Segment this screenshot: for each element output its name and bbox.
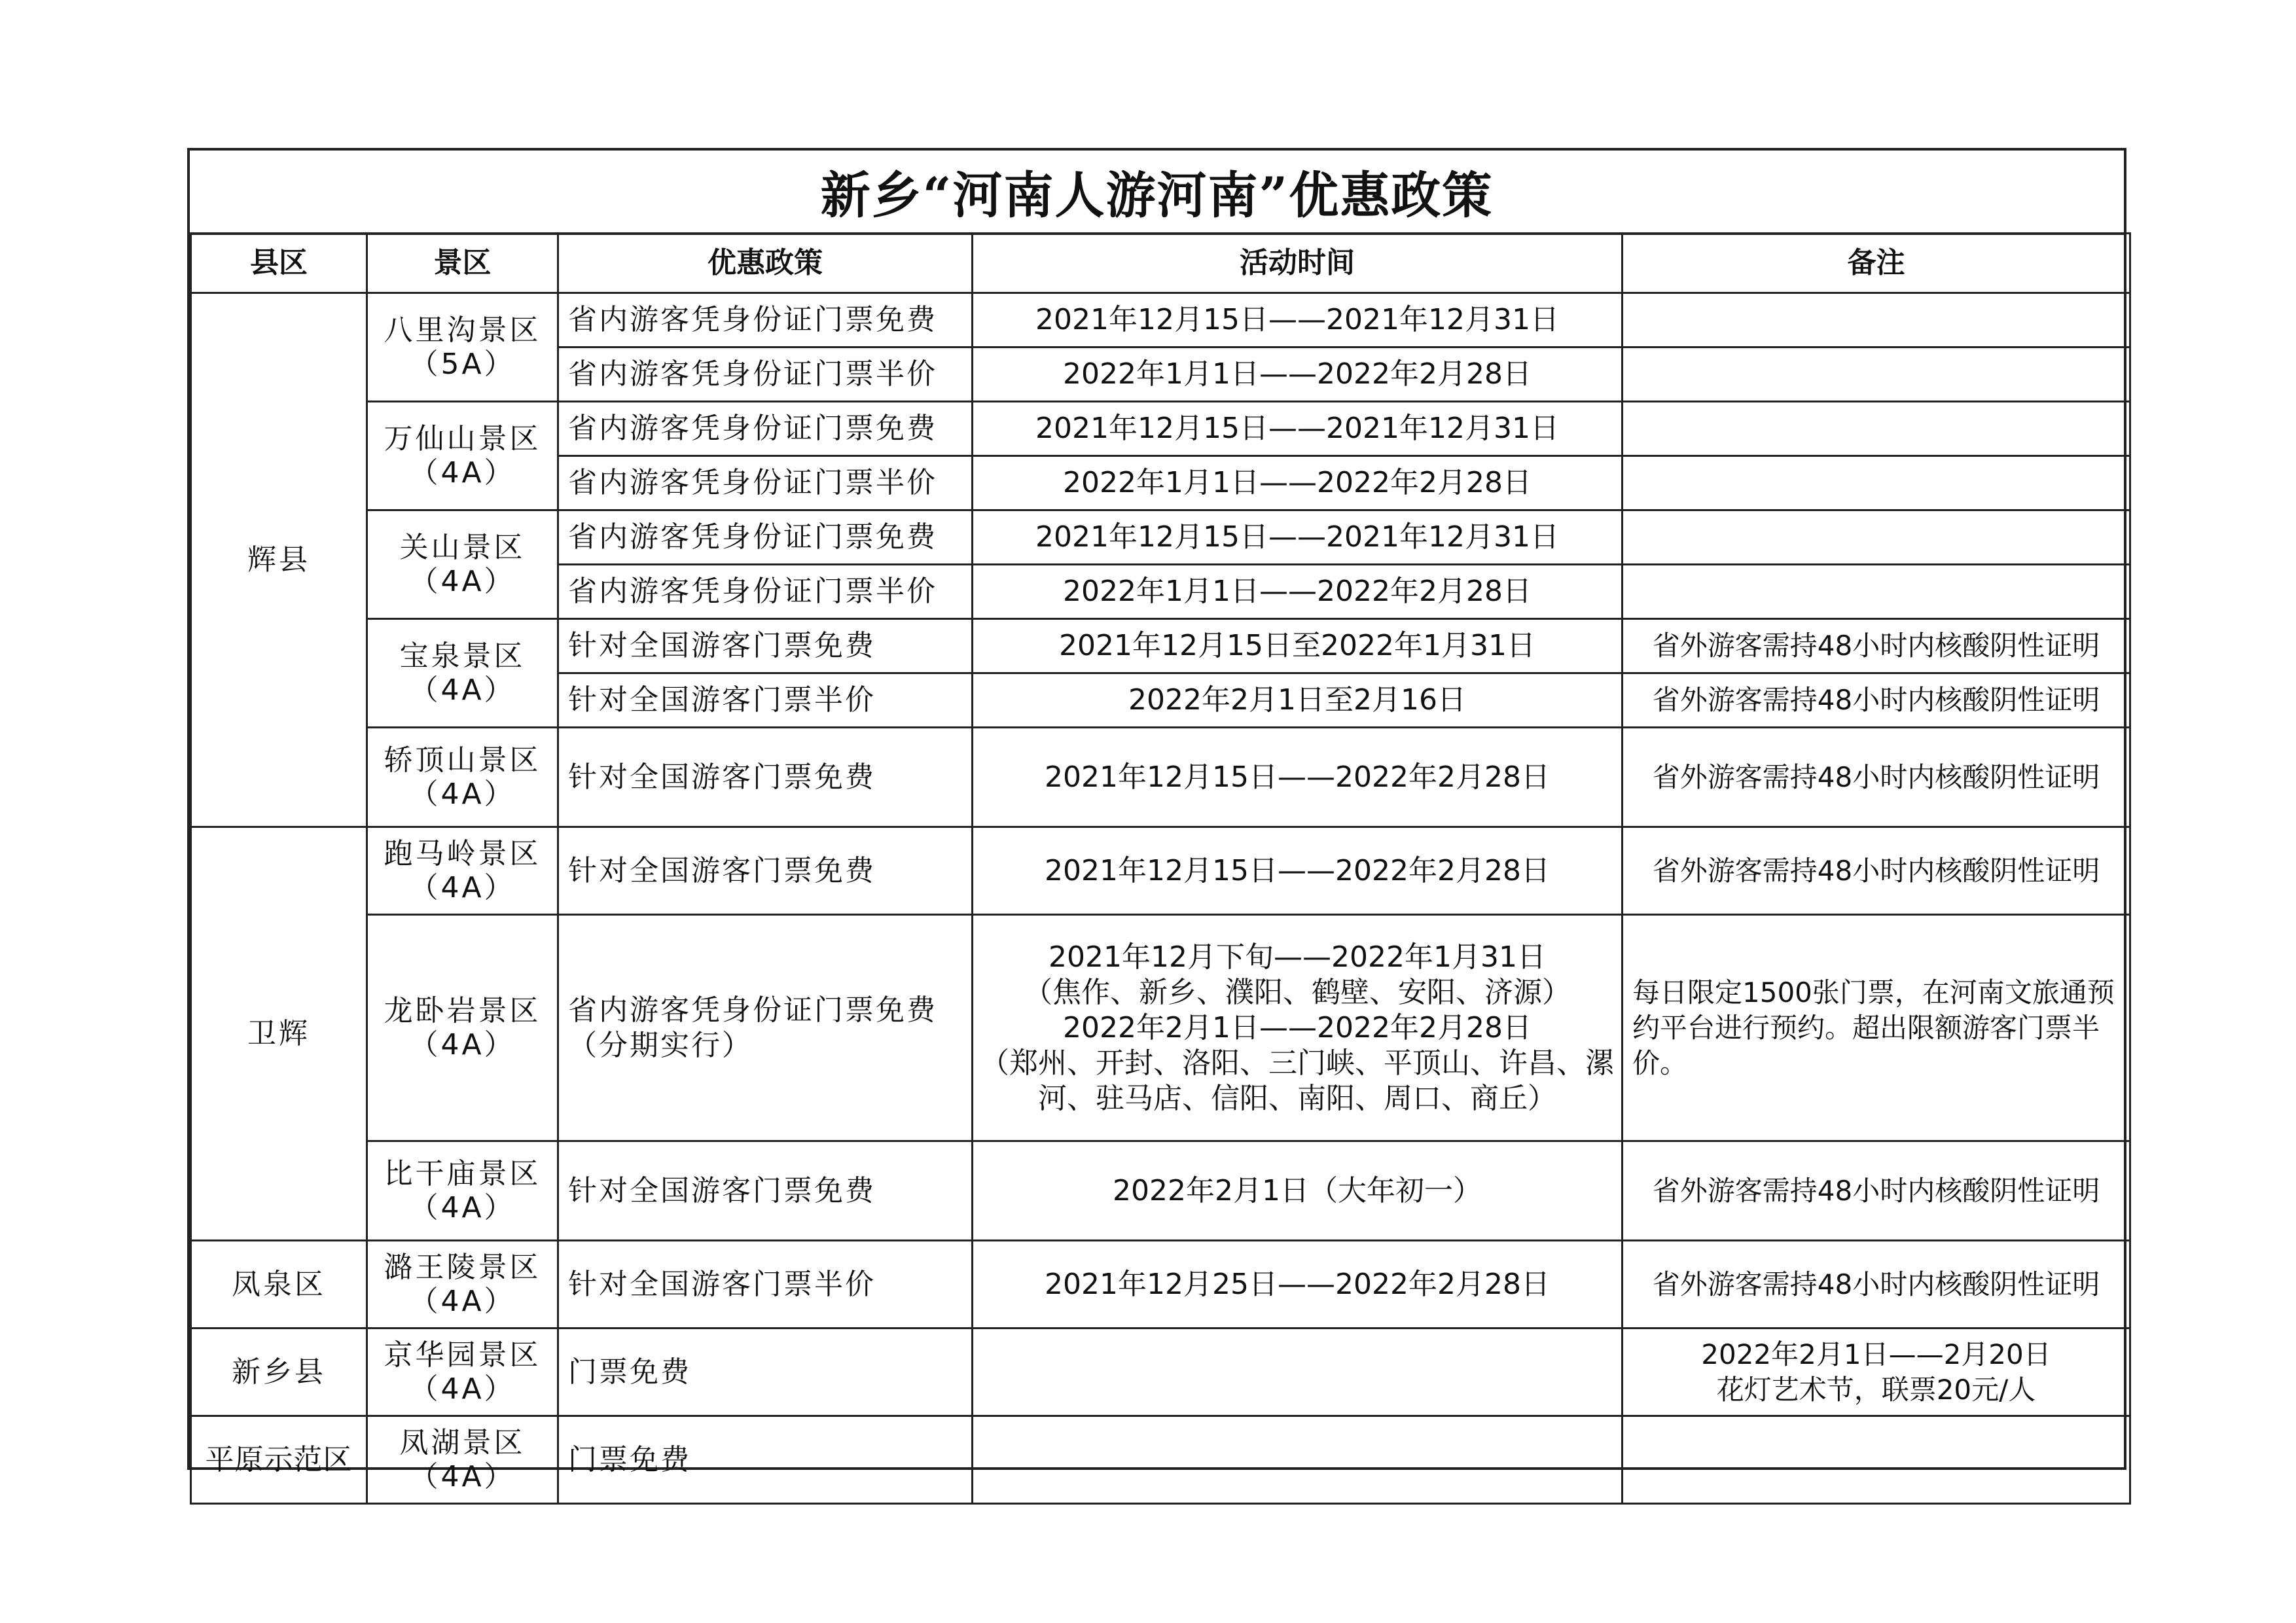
spot-level: （4A） bbox=[409, 1190, 516, 1224]
policy-cell: 针对全国游客门票半价 bbox=[558, 1241, 973, 1329]
table-row bbox=[191, 728, 2130, 827]
policy-cell: 针对全国游客门票免费 bbox=[558, 827, 973, 915]
table-row bbox=[191, 1416, 2130, 1504]
remark-cell: 省外游客需持48小时内核酸阴性证明 bbox=[1623, 1141, 2130, 1241]
header-time: 活动时间 bbox=[973, 234, 1623, 293]
policy-cell bbox=[558, 915, 973, 1141]
policy-line: 省内游客凭身份证门票免费 bbox=[568, 993, 937, 1027]
table-row bbox=[191, 293, 2130, 348]
time-cell: 2021年12月15日——2021年12月31日 bbox=[973, 510, 1623, 565]
county-cell: 平原示范区 bbox=[191, 1416, 367, 1504]
time-cell: 2021年12月15日——2022年2月28日 bbox=[973, 728, 1623, 827]
header-policy: 优惠政策 bbox=[558, 234, 973, 293]
time-cell bbox=[973, 915, 1623, 1141]
spot-cell bbox=[367, 1329, 558, 1416]
spot-cell bbox=[367, 1141, 558, 1241]
policy-cell: 省内游客凭身份证门票免费 bbox=[558, 293, 973, 348]
header-row bbox=[191, 234, 2130, 293]
time-cell: 2022年2月1日（大年初一） bbox=[973, 1141, 1623, 1241]
policy-line: （分期实行） bbox=[568, 1028, 753, 1062]
time-cell: 2021年12月15日——2021年12月31日 bbox=[973, 293, 1623, 348]
spot-level: （4A） bbox=[409, 564, 516, 598]
remark-line: 2022年2月1日——2月20日 bbox=[1701, 1338, 2051, 1370]
policy-cell: 省内游客凭身份证门票半价 bbox=[558, 456, 973, 510]
time-cell: 2022年1月1日——2022年2月28日 bbox=[973, 565, 1623, 619]
header-spot: 景区 bbox=[367, 234, 558, 293]
remark-cell bbox=[1623, 293, 2130, 348]
spot-name: 龙卧岩景区 bbox=[384, 993, 541, 1027]
policy-cell: 针对全国游客门票免费 bbox=[558, 1141, 973, 1241]
remark-cell bbox=[1623, 1329, 2130, 1416]
spot-level: （4A） bbox=[409, 870, 516, 904]
spot-name: 跑马岭景区 bbox=[384, 836, 541, 870]
spot-name: 八里沟景区 bbox=[384, 313, 541, 347]
remark-cell bbox=[1623, 456, 2130, 510]
table-row bbox=[191, 915, 2130, 1141]
spot-cell bbox=[367, 827, 558, 915]
county-cell: 卫辉 bbox=[191, 827, 367, 1241]
time-line: （焦作、新乡、濮阳、鹤壁、安阳、济源） bbox=[1024, 975, 1571, 1009]
time-line: 2021年12月下旬——2022年1月31日 bbox=[1049, 940, 1546, 974]
spot-level: （5A） bbox=[409, 347, 516, 381]
spot-cell bbox=[367, 728, 558, 827]
remark-cell bbox=[1623, 510, 2130, 565]
spot-level: （4A） bbox=[409, 1027, 516, 1061]
title-row bbox=[190, 151, 2124, 235]
policy-cell: 省内游客凭身份证门票半价 bbox=[558, 565, 973, 619]
policy-cell: 省内游客凭身份证门票免费 bbox=[558, 510, 973, 565]
spot-name: 轿顶山景区 bbox=[384, 743, 541, 777]
table-row bbox=[191, 402, 2130, 456]
policy-cell: 针对全国游客门票免费 bbox=[558, 619, 973, 673]
table-row bbox=[191, 619, 2130, 673]
header-remark: 备注 bbox=[1623, 234, 2130, 293]
policy-table bbox=[190, 232, 2131, 1505]
policy-table-frame bbox=[187, 148, 2126, 1493]
time-cell: 2022年1月1日——2022年2月28日 bbox=[973, 456, 1623, 510]
spot-name: 潞王陵景区 bbox=[384, 1250, 541, 1284]
time-cell: 2021年12月15日——2022年2月28日 bbox=[973, 827, 1623, 915]
remark-cell: 省外游客需持48小时内核酸阴性证明 bbox=[1623, 619, 2130, 673]
time-cell: 2021年12月15日——2021年12月31日 bbox=[973, 402, 1623, 456]
spot-level: （4A） bbox=[409, 673, 516, 707]
county-cell: 辉县 bbox=[191, 293, 367, 827]
policy-cell: 省内游客凭身份证门票免费 bbox=[558, 402, 973, 456]
table-row bbox=[191, 1241, 2130, 1329]
time-line: （郑州、开封、洛阳、三门峡、平顶山、许昌、漯河、驻马店、信阳、南阳、周口、商丘） bbox=[980, 1046, 1614, 1115]
table-row bbox=[191, 510, 2130, 565]
time-cell: 2022年1月1日——2022年2月28日 bbox=[973, 348, 1623, 402]
table-row bbox=[191, 1141, 2130, 1241]
table-row bbox=[191, 827, 2130, 915]
remark-cell: 省外游客需持48小时内核酸阴性证明 bbox=[1623, 827, 2130, 915]
spot-level: （4A） bbox=[409, 455, 516, 490]
remark-line: 花灯艺术节，联票20元/人 bbox=[1716, 1373, 2036, 1406]
spot-cell bbox=[367, 510, 558, 619]
spot-name: 关山景区 bbox=[399, 530, 526, 564]
spot-name: 京华园景区 bbox=[384, 1338, 541, 1372]
spot-name: 比干庙景区 bbox=[384, 1156, 541, 1190]
spot-level: （4A） bbox=[409, 1284, 516, 1318]
spot-cell bbox=[367, 293, 558, 402]
time-cell bbox=[973, 1416, 1623, 1504]
policy-cell: 门票免费 bbox=[558, 1416, 973, 1504]
remark-cell bbox=[1623, 565, 2130, 619]
remark-cell bbox=[1623, 402, 2130, 456]
spot-level: （4A） bbox=[409, 1459, 516, 1493]
spot-level: （4A） bbox=[409, 777, 516, 811]
table-row bbox=[191, 1329, 2130, 1416]
spot-name: 宝泉景区 bbox=[399, 639, 526, 673]
header-county: 县区 bbox=[191, 234, 367, 293]
remark-cell: 每日限定1500张门票，在河南文旅通预约平台进行预约。超出限额游客门票半价。 bbox=[1623, 915, 2130, 1141]
document-title: 新乡“河南人游河南”优惠政策 bbox=[820, 166, 1494, 224]
spot-cell bbox=[367, 1241, 558, 1329]
time-cell: 2021年12月15日至2022年1月31日 bbox=[973, 619, 1623, 673]
time-line: 2022年2月1日——2022年2月28日 bbox=[1063, 1010, 1532, 1044]
policy-cell: 门票免费 bbox=[558, 1329, 973, 1416]
spot-name: 万仙山景区 bbox=[384, 421, 541, 455]
county-cell: 凤泉区 bbox=[191, 1241, 367, 1329]
spot-cell bbox=[367, 619, 558, 728]
remark-cell: 省外游客需持48小时内核酸阴性证明 bbox=[1623, 673, 2130, 728]
remark-cell bbox=[1623, 348, 2130, 402]
policy-cell: 针对全国游客门票半价 bbox=[558, 673, 973, 728]
policy-cell: 省内游客凭身份证门票半价 bbox=[558, 348, 973, 402]
spot-cell bbox=[367, 1416, 558, 1504]
policy-cell: 针对全国游客门票免费 bbox=[558, 728, 973, 827]
spot-cell bbox=[367, 402, 558, 510]
time-cell: 2021年12月25日——2022年2月28日 bbox=[973, 1241, 1623, 1329]
county-cell: 新乡县 bbox=[191, 1329, 367, 1416]
remark-cell bbox=[1623, 1416, 2130, 1504]
remark-cell: 省外游客需持48小时内核酸阴性证明 bbox=[1623, 1241, 2130, 1329]
spot-name: 凤湖景区 bbox=[399, 1425, 526, 1459]
spot-level: （4A） bbox=[409, 1372, 516, 1406]
spot-cell bbox=[367, 915, 558, 1141]
time-cell bbox=[973, 1329, 1623, 1416]
time-cell: 2022年2月1日至2月16日 bbox=[973, 673, 1623, 728]
remark-cell: 省外游客需持48小时内核酸阴性证明 bbox=[1623, 728, 2130, 827]
